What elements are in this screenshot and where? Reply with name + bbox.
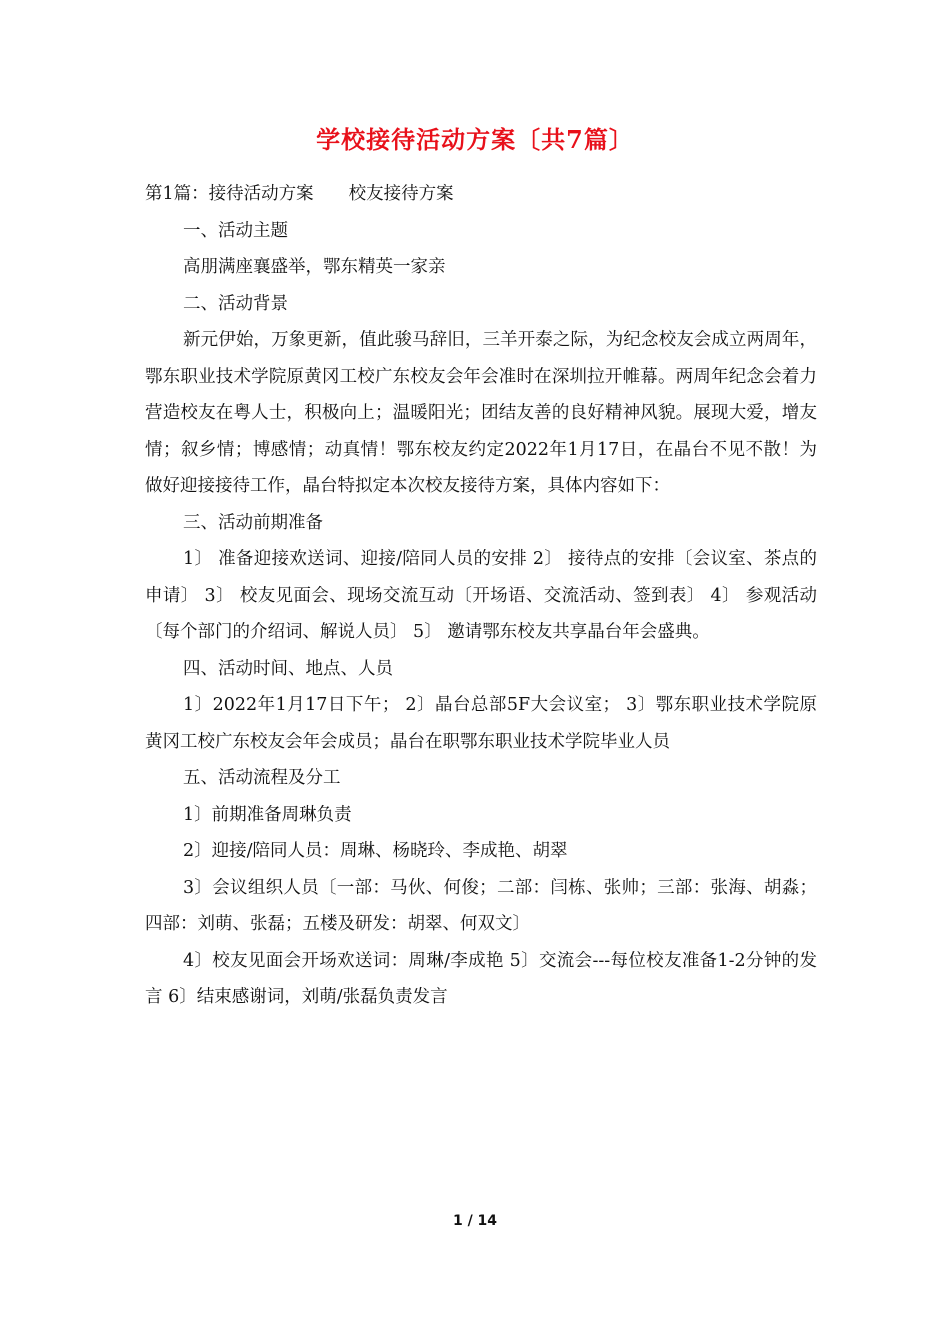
paragraph-background: 新元伊始，万象更新，值此骏马辞旧，三羊开泰之际，为纪念校友会成立两周年，鄂东职业技术学院原黄冈工校广东校友会年会准时在深圳拉开帷幕。两周年纪念会着力营造校友在粤人士，积极向上；温暖阳光；团结友善的良好精神风貌。展现大爱，增友情；叙乡情；博感情；动真情！鄂东校友约定2022年1月17日，在晶台不见不散！为做好迎接接待工作，晶台特拟定本次校友接待方案，具体内容如下： [145, 330, 817, 496]
heading-process: 五、活动流程及分工 [183, 768, 341, 788]
paragraph-time-place: 1〕2022年1月17日下午； 2〕晶台总部5F大会议室； 3〕鄂东职业技术学院原黄冈工校广东校友会年会成员；晶台在职鄂东职业技术学院毕业人员 [145, 695, 817, 752]
heading-background: 二、活动背景 [183, 293, 288, 314]
heading-theme: 一、活动主题 [183, 220, 288, 241]
paragraph-process-1: 1〕前期准备周琳负责 [183, 804, 352, 825]
paragraph-preparation: 1〕 准备迎接欢送词、迎接/陪同人员的安排 2〕 接待点的安排〔会议室、茶点的申请〕 3〕 校友见面会、现场交流互动〔开场语、交流活动、签到表〕 4〕 参观活动〔每个部门的介绍词、解说人员〕 5〕 邀请鄂东校友共享晶台年会盛典。 [145, 549, 817, 642]
section-heading: 第1篇：接待活动方案 校友接待方案 [145, 184, 454, 204]
paragraph-process-3: 3〕会议组织人员〔一部：马伙、何俊；二部：闫栋、张帅；三部：张海、胡淼；四部：刘萌、张磊；五楼及研发：胡翠、何双文〕 [145, 877, 817, 934]
paragraph-theme: 高朋满座襄盛举，鄂东精英一家亲 [183, 257, 446, 277]
document-title: 学校接待活动方案〔共7篇〕 [316, 125, 634, 154]
paragraph-process-2: 2〕迎接/陪同人员：周琳、杨晓玲、李成艳、胡翠 [183, 841, 568, 861]
heading-preparation: 三、活动前期准备 [183, 512, 323, 533]
paragraph-process-4: 4〕校友见面会开场欢送词：周琳/李成艳 5〕交流会---每位校友准备1-2分钟的发言 6〕结束感谢词，刘萌/张磊负责发言 [145, 950, 817, 1007]
heading-time-place: 四、活动时间、地点、人员 [183, 658, 393, 679]
document-body [145, 176, 817, 1016]
page-number: 1 / 14 [452, 1213, 498, 1229]
